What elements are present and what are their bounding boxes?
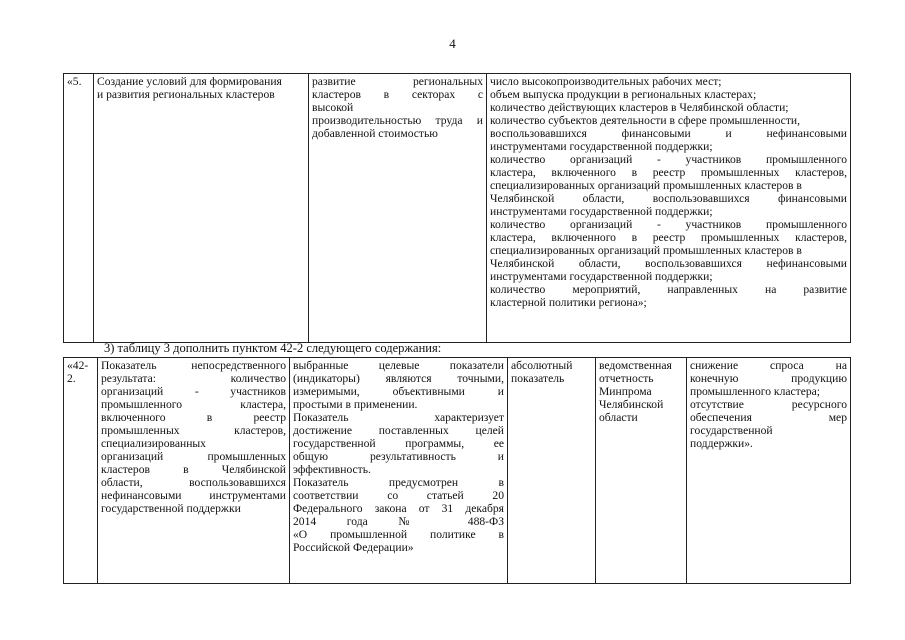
text-line: высокой [312, 101, 354, 114]
text-line: государственной [690, 424, 773, 437]
text-line: Показатель предусмотрен в [293, 476, 504, 489]
data-source [596, 358, 687, 584]
text-line: Создание условий для формирования [97, 75, 282, 88]
text-line: специализированных [101, 437, 206, 450]
text-line: Челябинской области, воспользовавшихся нефинансовыми [490, 257, 847, 270]
section-title [94, 74, 309, 343]
text-line: и развития региональных кластеров [97, 88, 275, 101]
risks [687, 358, 851, 584]
text-line: кластеров в Челябинской [101, 463, 286, 476]
text-line: Федерального закона от 31 декабря [293, 502, 504, 515]
text-line: воспользовавшихся финансовыми и нефинансовыми [490, 127, 847, 140]
text-line: специализированных организаций промышленных кластеров в [490, 179, 802, 192]
indicator-name [98, 358, 290, 584]
text-line: промышленного кластера; [690, 385, 821, 398]
text-line: нефинансовыми инструментами [101, 489, 286, 502]
text-line: кластерной политики региона»; [490, 296, 647, 309]
text-line: обеспечения мер [690, 411, 847, 424]
text-line: добавленной стоимостью [312, 127, 438, 140]
text-line: промышленного кластера, [101, 398, 286, 411]
text-line: «О промышленной политике в [293, 528, 504, 541]
text-line: конечную продукцию [690, 372, 847, 385]
text-line: соответствии со статьей 20 [293, 489, 504, 502]
text-line: число высокопроизводительных рабочих мест; [490, 75, 722, 88]
text-line: Показатель непосредственного [101, 359, 286, 372]
amendment-instruction: 3) таблицу 3 дополнить пунктом 42-2 следующего содержания: [104, 341, 442, 355]
text-line: абсолютный [511, 359, 573, 372]
table-row [64, 74, 851, 343]
text-line: результата: количество [101, 372, 286, 385]
text-line: простыми в применении. [293, 398, 418, 411]
text-line: промышленных кластеров, [101, 424, 286, 437]
text-line: Российской Федерации» [293, 541, 414, 554]
text-line: снижение спроса на [690, 359, 847, 372]
text-line: Минпрома [599, 385, 652, 398]
text-line: измеримыми, объективными и [293, 385, 504, 398]
text-line: общую результативность и [293, 450, 504, 463]
text-line: организаций - участников [101, 385, 286, 398]
text-line: кластера, включенного в реестр промышленных кластеров, [490, 231, 847, 244]
text-line: количество организаций - участников промышленного [490, 153, 847, 166]
indicator-rationale [290, 358, 508, 584]
item-number: «5. [64, 74, 94, 343]
indicator-type [508, 358, 596, 584]
text-line: количество действующих кластеров в Челябинской области; [490, 101, 789, 114]
section-indicators [487, 74, 851, 343]
text-line: развитие региональных [312, 75, 483, 88]
text-line: Челябинской области, воспользовавшихся финансовыми [490, 192, 847, 205]
item-42-2-table [63, 357, 851, 584]
text-line: количество организаций - участников промышленного [490, 218, 847, 231]
table-row [64, 358, 851, 584]
text-line: количество мероприятий, направленных на развитие [490, 283, 847, 296]
text-line: 2014 года № 488-ФЗ [293, 515, 504, 528]
text-line: ведомственная [599, 359, 672, 372]
text-line: количество субъектов деятельности в сфере промышленности, [490, 114, 800, 127]
text-line: (индикаторы) являются точными, [293, 372, 504, 385]
text-line: инструментами государственной поддержки; [490, 140, 713, 153]
text-line: показатель [511, 372, 565, 385]
text-line: объем выпуска продукции в региональных кластерах; [490, 88, 757, 101]
text-line: производительностью труда и [312, 114, 483, 127]
text-line: кластеров в секторах с [312, 88, 483, 101]
text-line: эффективность. [293, 463, 371, 476]
item-number: «42-2. [64, 358, 98, 584]
text-line: области [599, 411, 638, 424]
text-line: организаций промышленных [101, 450, 286, 463]
text-line: выбранные целевые показатели [293, 359, 504, 372]
text-line: области, воспользовавшихся [101, 476, 286, 489]
text-line: включенного в реестр [101, 411, 286, 424]
text-line: поддержки». [690, 437, 753, 450]
section-goal [309, 74, 487, 343]
text-line: отсутствие ресурсного [690, 398, 847, 411]
text-line: инструментами государственной поддержки; [490, 270, 713, 283]
text-line: инструментами государственной поддержки; [490, 205, 713, 218]
text-line: достижение поставленных целей [293, 424, 504, 437]
section-5-table [63, 73, 851, 343]
text-line: государственной программы, ее [293, 437, 504, 450]
text-line: отчетность [599, 372, 654, 385]
page-number: 4 [449, 36, 456, 51]
text-line: кластера, включенного в реестр промышленных кластеров, [490, 166, 847, 179]
text-line: Челябинской [599, 398, 664, 411]
text-line: государственной поддержки [101, 502, 241, 515]
text-line: Показатель характеризует [293, 411, 504, 424]
text-line: специализированных организаций промышленных кластеров в [490, 244, 802, 257]
